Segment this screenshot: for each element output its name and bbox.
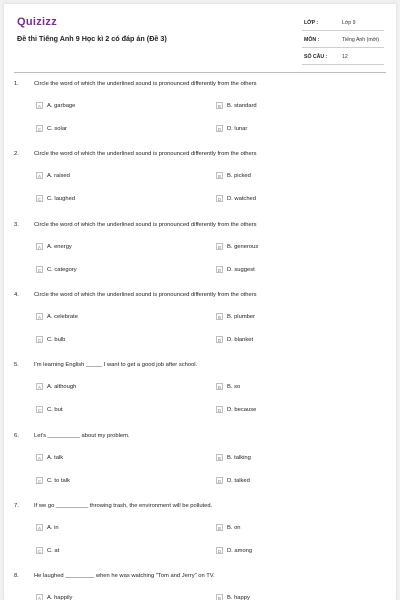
option-letter-box[interactable]: A xyxy=(36,243,43,250)
meta-key: SỐ CÂU : xyxy=(304,54,328,60)
question-text: Let's __________ about my problem. xyxy=(34,432,130,439)
option-text: C. category xyxy=(47,266,77,273)
option-letter-box[interactable]: D xyxy=(217,478,222,484)
option-letter-box[interactable]: D xyxy=(217,408,222,414)
option-letter-box[interactable]: B xyxy=(216,243,223,250)
option-text: C. laughed xyxy=(47,196,76,203)
option-text: A. celebrate xyxy=(47,313,78,320)
option-letter-box[interactable]: B xyxy=(216,172,223,179)
option-letter-box[interactable]: A xyxy=(36,524,43,531)
worksheet-header xyxy=(4,4,396,72)
option-letter-box[interactable]: C xyxy=(37,267,42,273)
option-letter-box[interactable]: C xyxy=(37,478,42,484)
header-divider xyxy=(14,72,386,73)
option-text: D. among xyxy=(227,547,253,554)
question-number: 3. xyxy=(14,221,19,228)
quizizz-logo[interactable]: Quizizz xyxy=(17,16,57,28)
document-title: Đề thi Tiếng Anh 9 Học kì 2 có đáp án (Đề 3) xyxy=(17,34,167,43)
meta-row-class xyxy=(302,14,384,31)
question-number: 1. xyxy=(14,81,19,87)
option-text: B. on xyxy=(227,524,241,531)
option-letter-box[interactable]: B xyxy=(216,524,223,531)
option-text: B. talking xyxy=(227,454,251,461)
question-number: 4. xyxy=(14,291,19,298)
option-letter-box[interactable]: D xyxy=(217,267,222,273)
question-number: 5. xyxy=(14,362,19,369)
meta-key: LỚP : xyxy=(304,20,319,26)
option-letter-box[interactable]: B xyxy=(216,594,223,600)
option-text: B. plumber xyxy=(227,313,256,320)
worksheet-page xyxy=(4,4,396,600)
option-text: C. at xyxy=(47,547,60,554)
option-text: C. to talk xyxy=(47,477,70,484)
option-letter-box[interactable]: A xyxy=(36,454,43,461)
option-letter-box[interactable]: D xyxy=(217,197,222,203)
option-text: C. bulb xyxy=(47,336,66,343)
option-text: A. in xyxy=(47,524,59,531)
option-text: D. watched xyxy=(227,196,256,203)
meta-table xyxy=(302,14,384,65)
option-text: D. lunar xyxy=(227,126,248,132)
option-letter-box[interactable]: C xyxy=(37,548,42,554)
option-letter-box[interactable]: C xyxy=(37,197,42,203)
option-letter-box[interactable]: C xyxy=(37,408,42,414)
option-letter-box[interactable]: A xyxy=(36,383,43,390)
option-text: A. although xyxy=(47,384,77,391)
meta-value: Lớp 9 xyxy=(342,20,356,26)
question-text: If we go __________ throwing trash, the environment will be polluted. xyxy=(34,502,213,509)
option-letter-box[interactable]: C xyxy=(37,337,42,343)
option-text: A. garbage xyxy=(47,103,76,109)
option-text: A. happily xyxy=(47,595,73,600)
meta-key: MÔN : xyxy=(304,37,320,43)
option-text: B. standard xyxy=(227,103,257,109)
question-number: 7. xyxy=(14,502,19,509)
option-letter-box[interactable]: A xyxy=(36,102,43,109)
question-number: 8. xyxy=(14,573,19,580)
meta-row-count xyxy=(302,48,384,65)
question-text: Circle the word of which the underlined sound is pronounced differently from the others xyxy=(34,221,257,228)
option-letter-box[interactable]: A xyxy=(36,594,43,600)
option-letter-box[interactable]: D xyxy=(217,548,222,554)
option-text: A. raised xyxy=(47,173,70,180)
option-text: A. talk xyxy=(47,454,64,461)
option-text: D. blanket xyxy=(227,336,254,343)
option-text: B. happy xyxy=(227,595,250,600)
option-letter-box[interactable]: B xyxy=(216,102,223,109)
option-text: B. generous xyxy=(227,243,259,250)
meta-value: Tiếng Anh (mới) xyxy=(342,37,379,43)
option-text: B. picked xyxy=(227,173,251,180)
question-text: Circle the word of which the underlined sound is pronounced differently from the others xyxy=(34,291,257,298)
question-text: He laughed _________ when he was watching "Tom and Jerry" on TV. xyxy=(34,573,215,580)
question-number: 6. xyxy=(14,432,19,439)
option-text: D. because xyxy=(227,407,257,414)
option-letter-box[interactable]: A xyxy=(36,172,43,179)
option-text: D. talked xyxy=(227,477,250,484)
meta-row-subject xyxy=(302,31,384,48)
option-letter-box[interactable]: A xyxy=(36,313,43,320)
option-text: B. so xyxy=(227,384,241,391)
option-text: A. energy xyxy=(47,243,72,250)
option-letter-box[interactable]: C xyxy=(37,127,42,132)
question-text: Circle the word of which the underlined sound is pronounced differently from the others xyxy=(34,81,257,87)
option-text: D. suggest xyxy=(227,266,255,273)
option-text: C. solar xyxy=(47,126,67,132)
option-letter-box[interactable]: B xyxy=(216,454,223,461)
option-text: C. but xyxy=(47,407,63,414)
option-letter-box[interactable]: D xyxy=(217,127,222,132)
meta-value: 12 xyxy=(342,54,348,60)
question-text: I'm learning English _____ I want to get a good job after school. xyxy=(34,362,198,369)
question-number: 2. xyxy=(14,151,19,158)
question-text: Circle the word of which the underlined sound is pronounced differently from the others xyxy=(34,151,257,158)
option-letter-box[interactable]: B xyxy=(216,313,223,320)
option-letter-box[interactable]: D xyxy=(217,337,222,343)
option-letter-box[interactable]: B xyxy=(216,383,223,390)
